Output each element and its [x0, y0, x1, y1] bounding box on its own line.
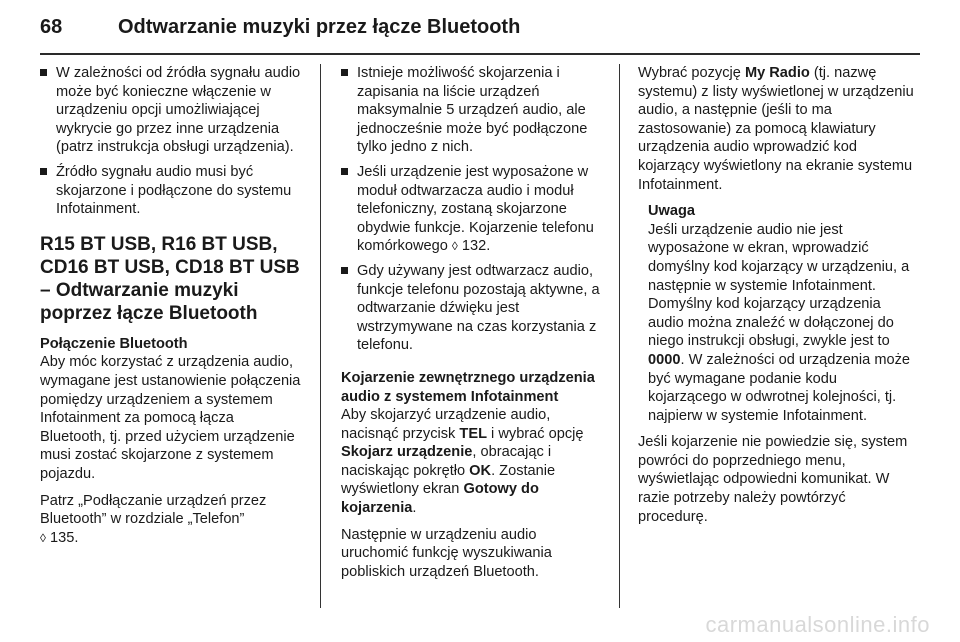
- default-code: 0000: [648, 351, 681, 368]
- ok-knob-label: OK: [469, 462, 492, 479]
- select-radio-paragraph: Wybrać pozycję My Radio (tj. nazwę systemu) z listy wyświetlonej w urządzeniu audio, a następnie (jeśli to ma zastosowanie) za pomocą klawiatury urządzenia audio wprowadzić kod kojarzący wyświetlony na ekranie systemu Infotainment.: [638, 65, 914, 193]
- page-number: 68: [40, 16, 63, 38]
- page-reference-link[interactable]: 135.: [50, 529, 79, 546]
- list-item: W zależności od źródła sygnału audio może być konieczne włączenie w urządzeniu opcji umożliwiającej wykrycie go przez inne urządzenia (patrz instrukcja obsługi urządzenia).: [40, 64, 302, 157]
- list-item: Źródło sygnału audio musi być skojarzone i podłączone do systemu Infotainment.: [40, 163, 302, 219]
- my-radio-label: My Radio: [744, 65, 810, 81]
- column-divider-2: [619, 64, 620, 608]
- pairing-paragraph: Kojarzenie zewnętrznego urządzenia audio z systemem Infotainment Aby skojarzyć urządzenie audio, nacisnąć przycisk TEL i wybrać opcję Skojarz urządzenie, obracając i naciskając pokrętło OK. Zostanie wyświetlony ekran Gotowy do kojarzenia.: [341, 369, 603, 518]
- subheading-pairing: Kojarzenie zewnętrznego urządzenia audio z systemem Infotainment: [341, 369, 595, 405]
- section-heading: R15 BT USB, R16 BT USB, CD16 BT USB, CD18 BT USB – Odtwarzanie muzyki poprzez łącze Bluetooth: [40, 233, 300, 324]
- column-divider-1: [320, 64, 321, 608]
- ready-to-pair-screen: Gotowy do kojarzenia: [341, 481, 539, 517]
- pair-device-option: Skojarz urządzenie: [341, 444, 473, 461]
- page-reference-link[interactable]: 132.: [461, 238, 491, 255]
- failure-paragraph: Jeśli kojarzenie nie powiedzie się, system powróci do poprzedniego menu, wyświetlając odpowiedni komunikat. W razie potrzeby należy powtórzyć procedurę.: [638, 434, 908, 525]
- watermark: carmanualsonline.info: [705, 612, 930, 637]
- list-item: Jeśli urządzenie jest wyposażone w moduł odtwarzacza audio i moduł telefoniczny, zostaną skojarzone obydwie funkcje. Kojarzenie telefonu komórkowego ◊ 132.: [341, 163, 603, 256]
- page-reference-icon: ◊: [451, 239, 458, 254]
- connection-paragraph: Połączenie Bluetooth Aby móc korzystać z urządzenia audio, wymagane jest ustanowienie połączenia pomiędzy urządzeniem a systemem Infotainment za pomocą łącza Bluetooth, tj. przed użyciem urządzenie musi zostać skojarzone z systemem pojazdu.: [40, 335, 301, 482]
- bullet-square-icon: [40, 168, 47, 175]
- page-header: [40, 16, 520, 50]
- header-divider: [40, 53, 920, 55]
- list-item: Gdy używany jest odtwarzacz audio, funkcje telefonu pozostają aktywne, a odtwarzanie dźwięku jest wstrzymywane na czas korzystania z telefonu.: [341, 262, 603, 355]
- note-box: Uwaga Jeśli urządzenie audio nie jest wyposażone w ekran, wprowadzić domyślny kod kojarzący w urządzeniu, a następnie w systemie Infotainment. Domyślny kod kojarzący urządzenia audio można znaleźć w dołączonej do niego instrukcji obsługi, zwykle jest to 0000. W zależności od urządzenia może być wymagane podanie kodu kojarzącego w odwrotnej kolejności, tj. najpierw w systemie Infotainment.: [638, 202, 918, 425]
- column-1: [40, 64, 302, 555]
- bullet-square-icon: [40, 69, 47, 76]
- bullet-square-icon: [341, 267, 348, 274]
- tel-button-label: TEL: [459, 425, 487, 442]
- bullet-square-icon: [341, 168, 348, 175]
- page-reference-icon: ◊: [40, 530, 46, 545]
- column-2: [341, 64, 603, 589]
- list-item: Istnieje możliwość skojarzenia i zapisania na liście urządzeń maksymalnie 5 urządzeń audio, ale jednocześnie może być podłączone tylko jedno z nich.: [341, 64, 603, 157]
- bullet-list-2: [341, 64, 603, 355]
- page-title: Odtwarzanie muzyki przez łącze Bluetooth: [118, 16, 521, 38]
- note-title: Uwaga: [648, 203, 696, 220]
- bullet-list-1: [40, 64, 302, 219]
- bullet-square-icon: [341, 69, 348, 76]
- search-paragraph: Następnie w urządzeniu audio uruchomić funkcję wyszukiwania pobliskich urządzeń Bluetooth.: [341, 526, 552, 580]
- reference-paragraph: Patrz „Podłączanie urządzeń przez Bluetooth” w rozdziale „Telefon” ◊ 135.: [40, 492, 267, 546]
- subheading-connection: Połączenie Bluetooth: [40, 335, 188, 352]
- column-3: [638, 64, 918, 534]
